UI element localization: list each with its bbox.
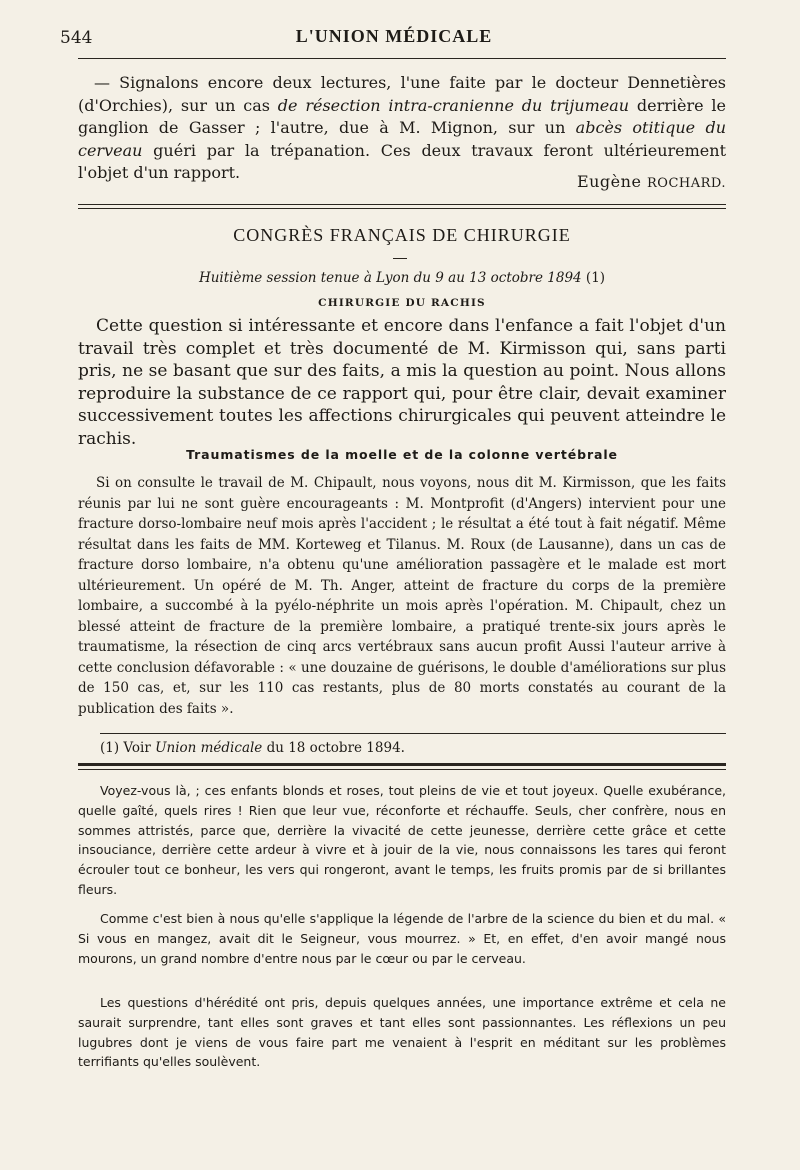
paragraph-lectures: [78, 72, 726, 185]
subheading-traumatismes: Traumatismes de la moelle et de la colonne vertébrale: [186, 447, 618, 462]
signature-first: Eugène: [576, 172, 647, 191]
italic-run: Union médicale: [155, 740, 263, 756]
feuilleton-paragraph-3: [78, 993, 726, 1072]
text-run: Si on consulte le travail de M. Chipault, nous voyons, nous dit M. Kirmisson, que les faits réunis par lui ne sont guère encourageants : M. Montprofit (d'Angers) intervient pour une fracture dorso-lombaire neuf mois après l'accident ; le résultat a été tout à fait négatif. Même résultat dans les faits de MM. Korteweg et Tilanus. M. Roux (de Lausanne), dans un cas de fracture dorso lombaire, n'a obtenu qu'une amélioration passagère et le malade est mort ultérieurement. Un opéré de M. Th. Anger, atteint de fracture du corps de la première lombaire, a succombé à la pyélo-néphrite un mois après l'opération. M. Chipault, chez un blessé atteint de fracture de la première lombaire, a pratiqué trente-six jours après le traumatisme, la résection de cinq arcs vertébraux sans aucun profit Aussi l'auteur arrive à cette conclusion défavorable : « une douzaine de guérisons, le double d'améliorations sur plus de 150 cas, et, sur les 110 cas restants, plus de 80 morts constatés au courant de la publication des faits ».: [78, 475, 726, 717]
text-run: (1) Voir: [100, 740, 156, 756]
italic-run: abcès otitique du cerveau: [78, 118, 726, 160]
text-run: Cette question si intéressante et encore dans l'enfance a fait l'objet d'un travail très complet et très documenté de M. Kirmisson qui, sans parti pris, ne se basant que sur des faits, a mis la question au point. Nous allons reproduire la substance de ce rapport qui, pour être clair, devait examiner successivement toutes les affections chirurgicales qui peuvent atteindre le rachis.: [78, 316, 726, 449]
paragraph-traumatismes: [78, 473, 726, 719]
text-run: guéri par la trépanation. Ces deux travaux feront ultérieurement l'objet d'un rapport.: [78, 140, 726, 182]
paragraph-intro: [78, 315, 726, 450]
feuilleton-paragraph-2: [78, 909, 726, 968]
feuilleton-paragraph-1: [78, 781, 726, 900]
italic-run: de résection intra-cranienne du trijumeau: [277, 95, 630, 115]
section-title: CONGRÈS FRANÇAIS DE CHIRURGIE: [233, 225, 571, 245]
text-run: Voyez-vous là, ; ces enfants blonds et roses, tout pleins de vie et tout joyeux. Quelle exubérance, quelle gaîté, quels rires ! Rien que leur vue, réconforte et réchauffe. Seuls, cher confrère, nous en sommes attristés, parce que, derrière la vivacité de cette jeunesse, derrière cette grâce et cette insouciance, derrière cette ardeur à vivre et à jouir de la vie, nous connaissons les tares qui feront écrouler tout ce bonheur, les vers qui rongeront, avant le temps, les fruits promis par de si brillantes fleurs.: [78, 783, 726, 897]
text-run: Comme c'est bien à nous qu'elle s'applique la légende de l'arbre de la science du bien et du mal. « Si vous en mangez, avait dit le Seigneur, vous mourrez. » Et, en effet, d'en avoir mangé nous mourons, un grand nombre d'entre nous par le cœur ou par le cerveau.: [78, 911, 726, 966]
text-run: derrière le ganglion de Gasser ; l'autre, due à M. Mignon, sur un: [78, 95, 727, 137]
page-number: 544: [60, 28, 93, 48]
section-rule-top: [78, 204, 726, 205]
text-run: — Signalons encore deux lectures, l'une faite par le docteur Dennetières (d'Orchies), sur un cas: [78, 73, 726, 115]
running-title: L'UNION MÉDICALE: [295, 26, 493, 46]
title-dash: [393, 258, 407, 259]
text-run: Les questions d'hérédité ont pris, depuis quelques années, une importance extrême et cela ne saurait surprendre, tant elles sont graves et tant elles sont passionnantes. Les réflexions un peu lugubres dont je viens de vous faire part me venaient à l'esprit en méditant sur les problèmes terrifiants qu'elles soulèvent.: [78, 995, 726, 1070]
page-header: [60, 26, 728, 48]
header-rule: [78, 58, 726, 59]
author-signature: [78, 172, 726, 191]
section-rule-bottom: [78, 208, 726, 209]
subtitle-text: Huitième session tenue à Lyon du 9 au 13 octobre 1894: [198, 270, 582, 286]
topic-heading: CHIRURGIE DU RACHIS: [318, 297, 486, 309]
footnote: [100, 740, 726, 756]
feuilleton-rule-thin: [78, 769, 726, 770]
feuilleton-rule: [78, 763, 726, 766]
footnote-rule: [100, 733, 726, 734]
signature-last: ROCHARD.: [647, 176, 726, 191]
session-subtitle: [78, 270, 726, 286]
text-run: du 18 octobre 1894.: [262, 740, 405, 756]
footnote-reference: (1): [585, 270, 606, 286]
